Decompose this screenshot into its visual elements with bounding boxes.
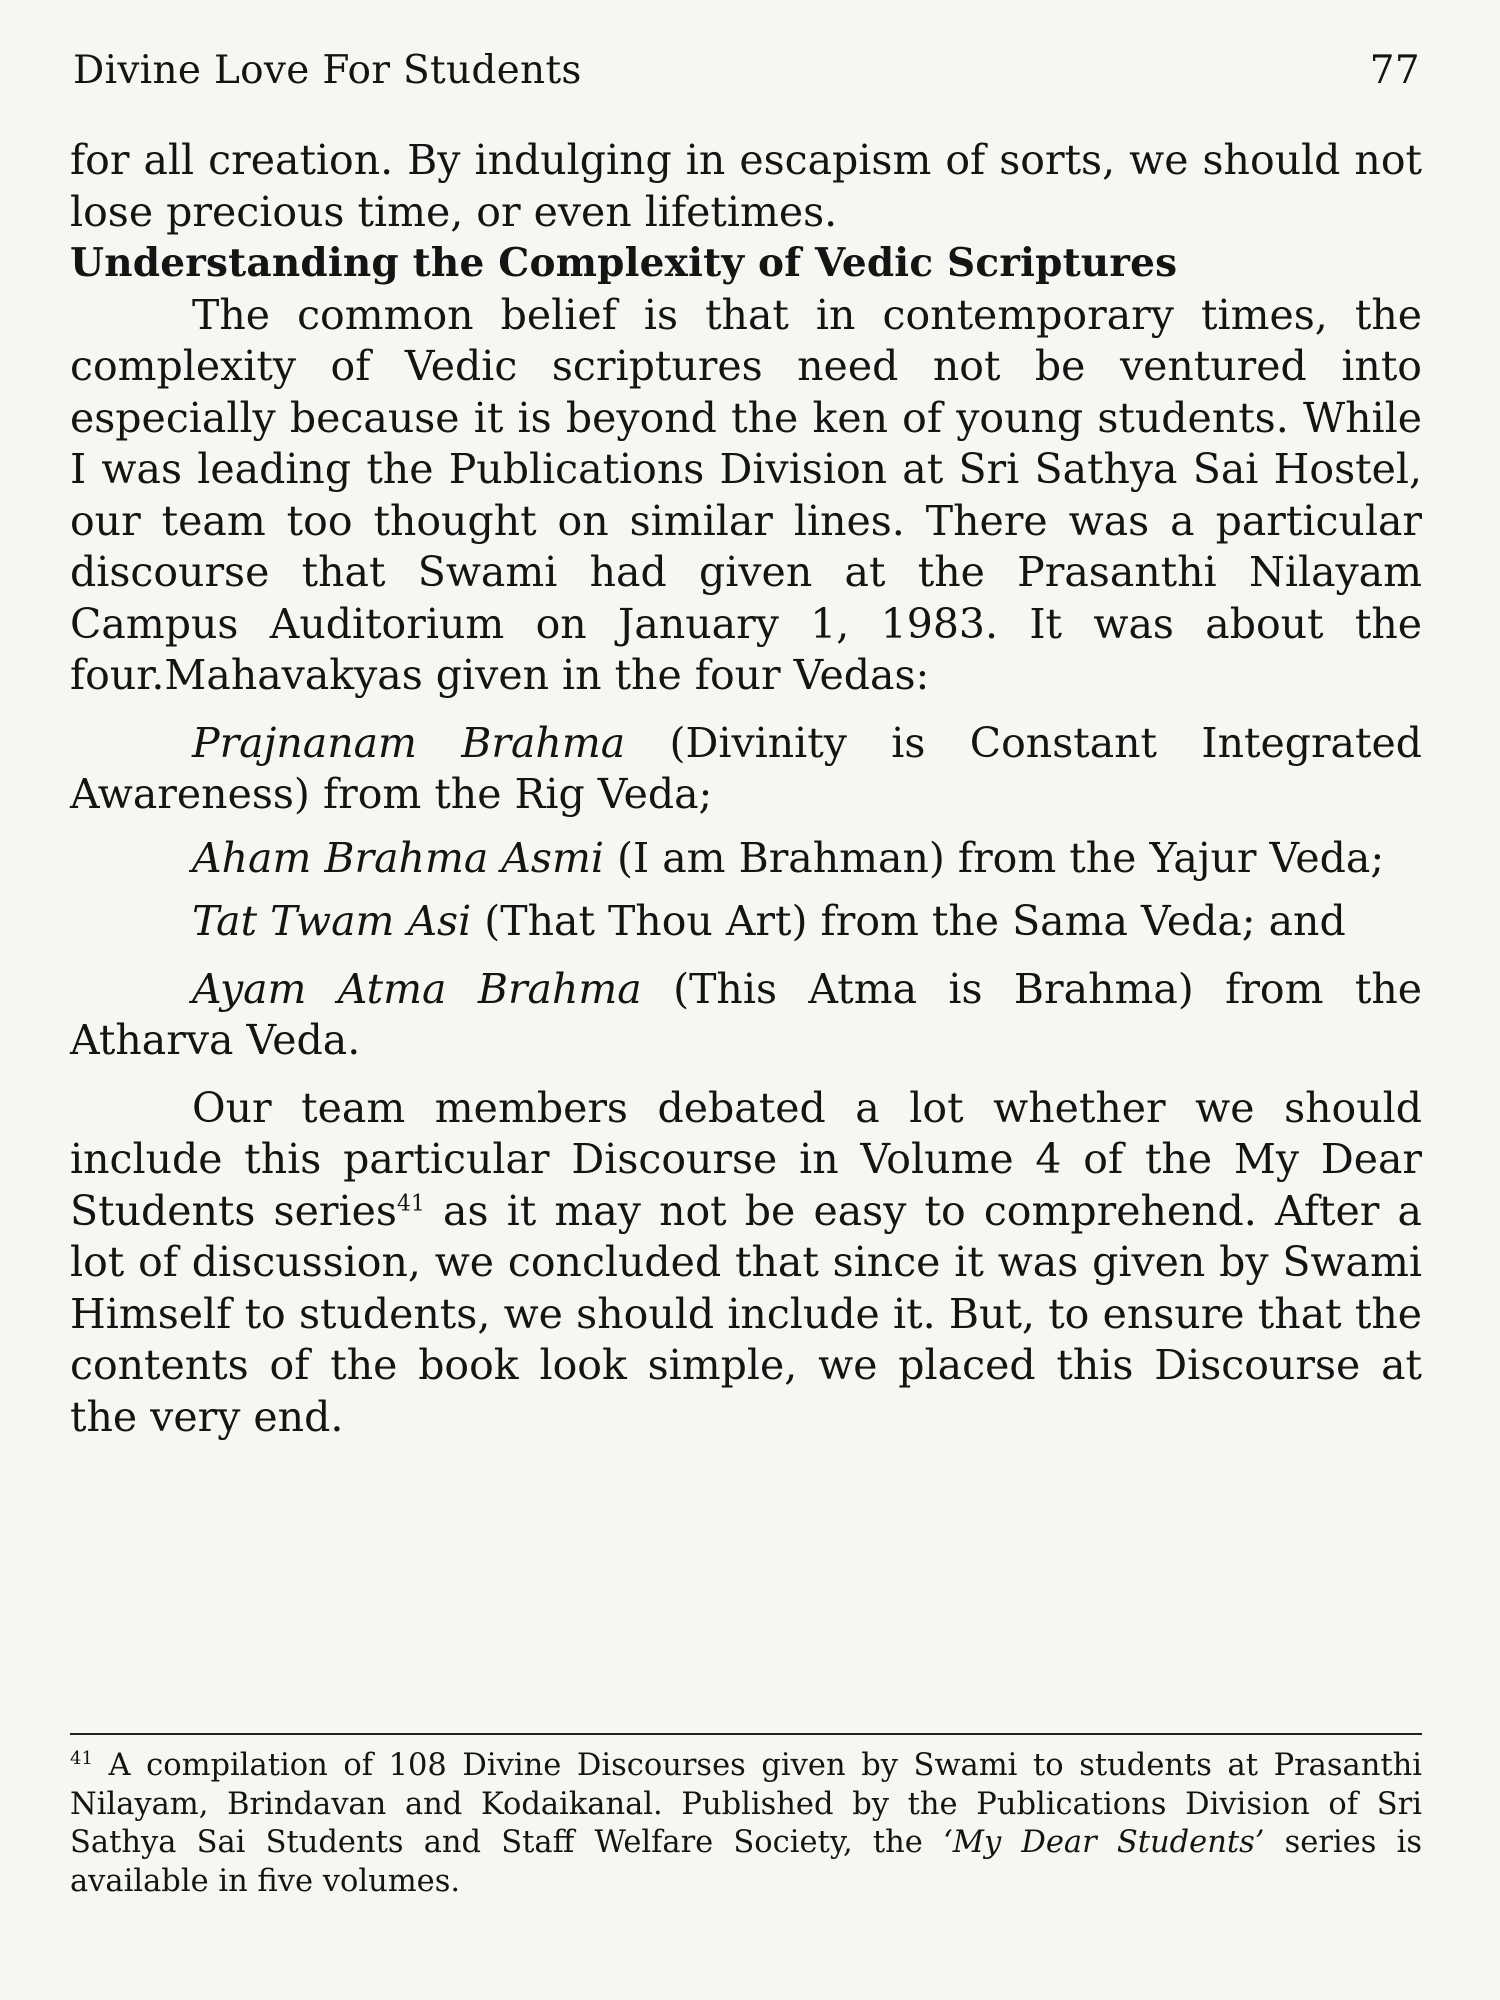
paragraph-text: Our team members debated a lot whether we should include this particular Discourse in Volume 4 of the My Dear Students series <box>70 1083 1422 1235</box>
footnote-divider <box>70 1733 1422 1735</box>
body-text <box>70 135 1422 1443</box>
paragraph-text-end: as it may not be easy to comprehend. After a lot of discussion, we concluded that since it was given by Swami Himself to students, we should include it. But, to ensure that the contents of the book look simple, we placed this Discourse at the very end. <box>70 1186 1422 1441</box>
mahavakya-rig-veda <box>70 718 1422 821</box>
mahavakya-sama-veda <box>70 896 1422 948</box>
mahavakya-gloss: (That Thou Art) from the Sama Veda; and <box>471 897 1346 945</box>
mahavakya-gloss: (I am Brahman) from the Yajur Veda; <box>603 833 1385 882</box>
running-head <box>73 48 1420 93</box>
running-title: Divine Love For Students <box>73 48 582 93</box>
mahavakya-term: Aham Brahma Asmi <box>192 833 604 882</box>
footnote-text-end: series is available in five volumes. <box>70 1825 1422 1899</box>
paragraph-common-belief <box>70 290 1422 702</box>
footnote-number: 41 <box>70 1747 93 1769</box>
paragraph-text: The common belief is that in contemporary times, the complexity of Vedic scriptures need not be ventured into especially because it is beyond the ken of young students. While I was leading the Publications Division at Sri Sathya Sai Hostel, our team too thought on similar lines. There was a particular discourse that Swami had given at the Prasanthi Nilayam Campus Auditorium on January 1, 1983. It was about the four <box>70 290 1422 699</box>
mahavakya-term: Ayam Atma Brahma <box>192 964 642 1013</box>
mahavakya-atharva-veda <box>70 964 1422 1067</box>
mahavakya-yajur-veda <box>70 833 1422 885</box>
mahavakya-gloss: (Divinity is Constant Integrated Awareness) from the Rig Veda; <box>70 718 1422 818</box>
page-number: 77 <box>1369 48 1420 93</box>
mahavakya-term: Tat Twam Asi <box>192 897 472 945</box>
paragraph-text-end: Mahavakyas given in the four Vedas: <box>164 651 930 699</box>
footnote-text: A compilation of 108 Divine Discourses given by Swami to students at Prasanthi Nilayam, Brindavan and Kodaikanal. Published by the Publications Division of Sri Sathya Sai Students and Staff Welfare Society, the <box>70 1748 1422 1860</box>
section-heading: Understanding the Complexity of Vedic Scriptures <box>70 240 1178 286</box>
footnote <box>70 1747 1422 1901</box>
footnote-reference: 41 <box>396 1190 425 1216</box>
paragraph-team-debate <box>70 1083 1422 1444</box>
footnote-series-title: ‘My Dear Students’ <box>943 1825 1265 1860</box>
mahavakya-gloss: (This Atma is Brahma) from the Atharva Veda. <box>70 964 1422 1064</box>
stray-mark: . <box>151 651 165 699</box>
mahavakya-term: Prajnanam Brahma <box>192 718 626 767</box>
paragraph-continuation: for all creation. By indulging in escapism of sorts, we should not lose precious time, or even lifetimes. <box>70 136 1422 236</box>
